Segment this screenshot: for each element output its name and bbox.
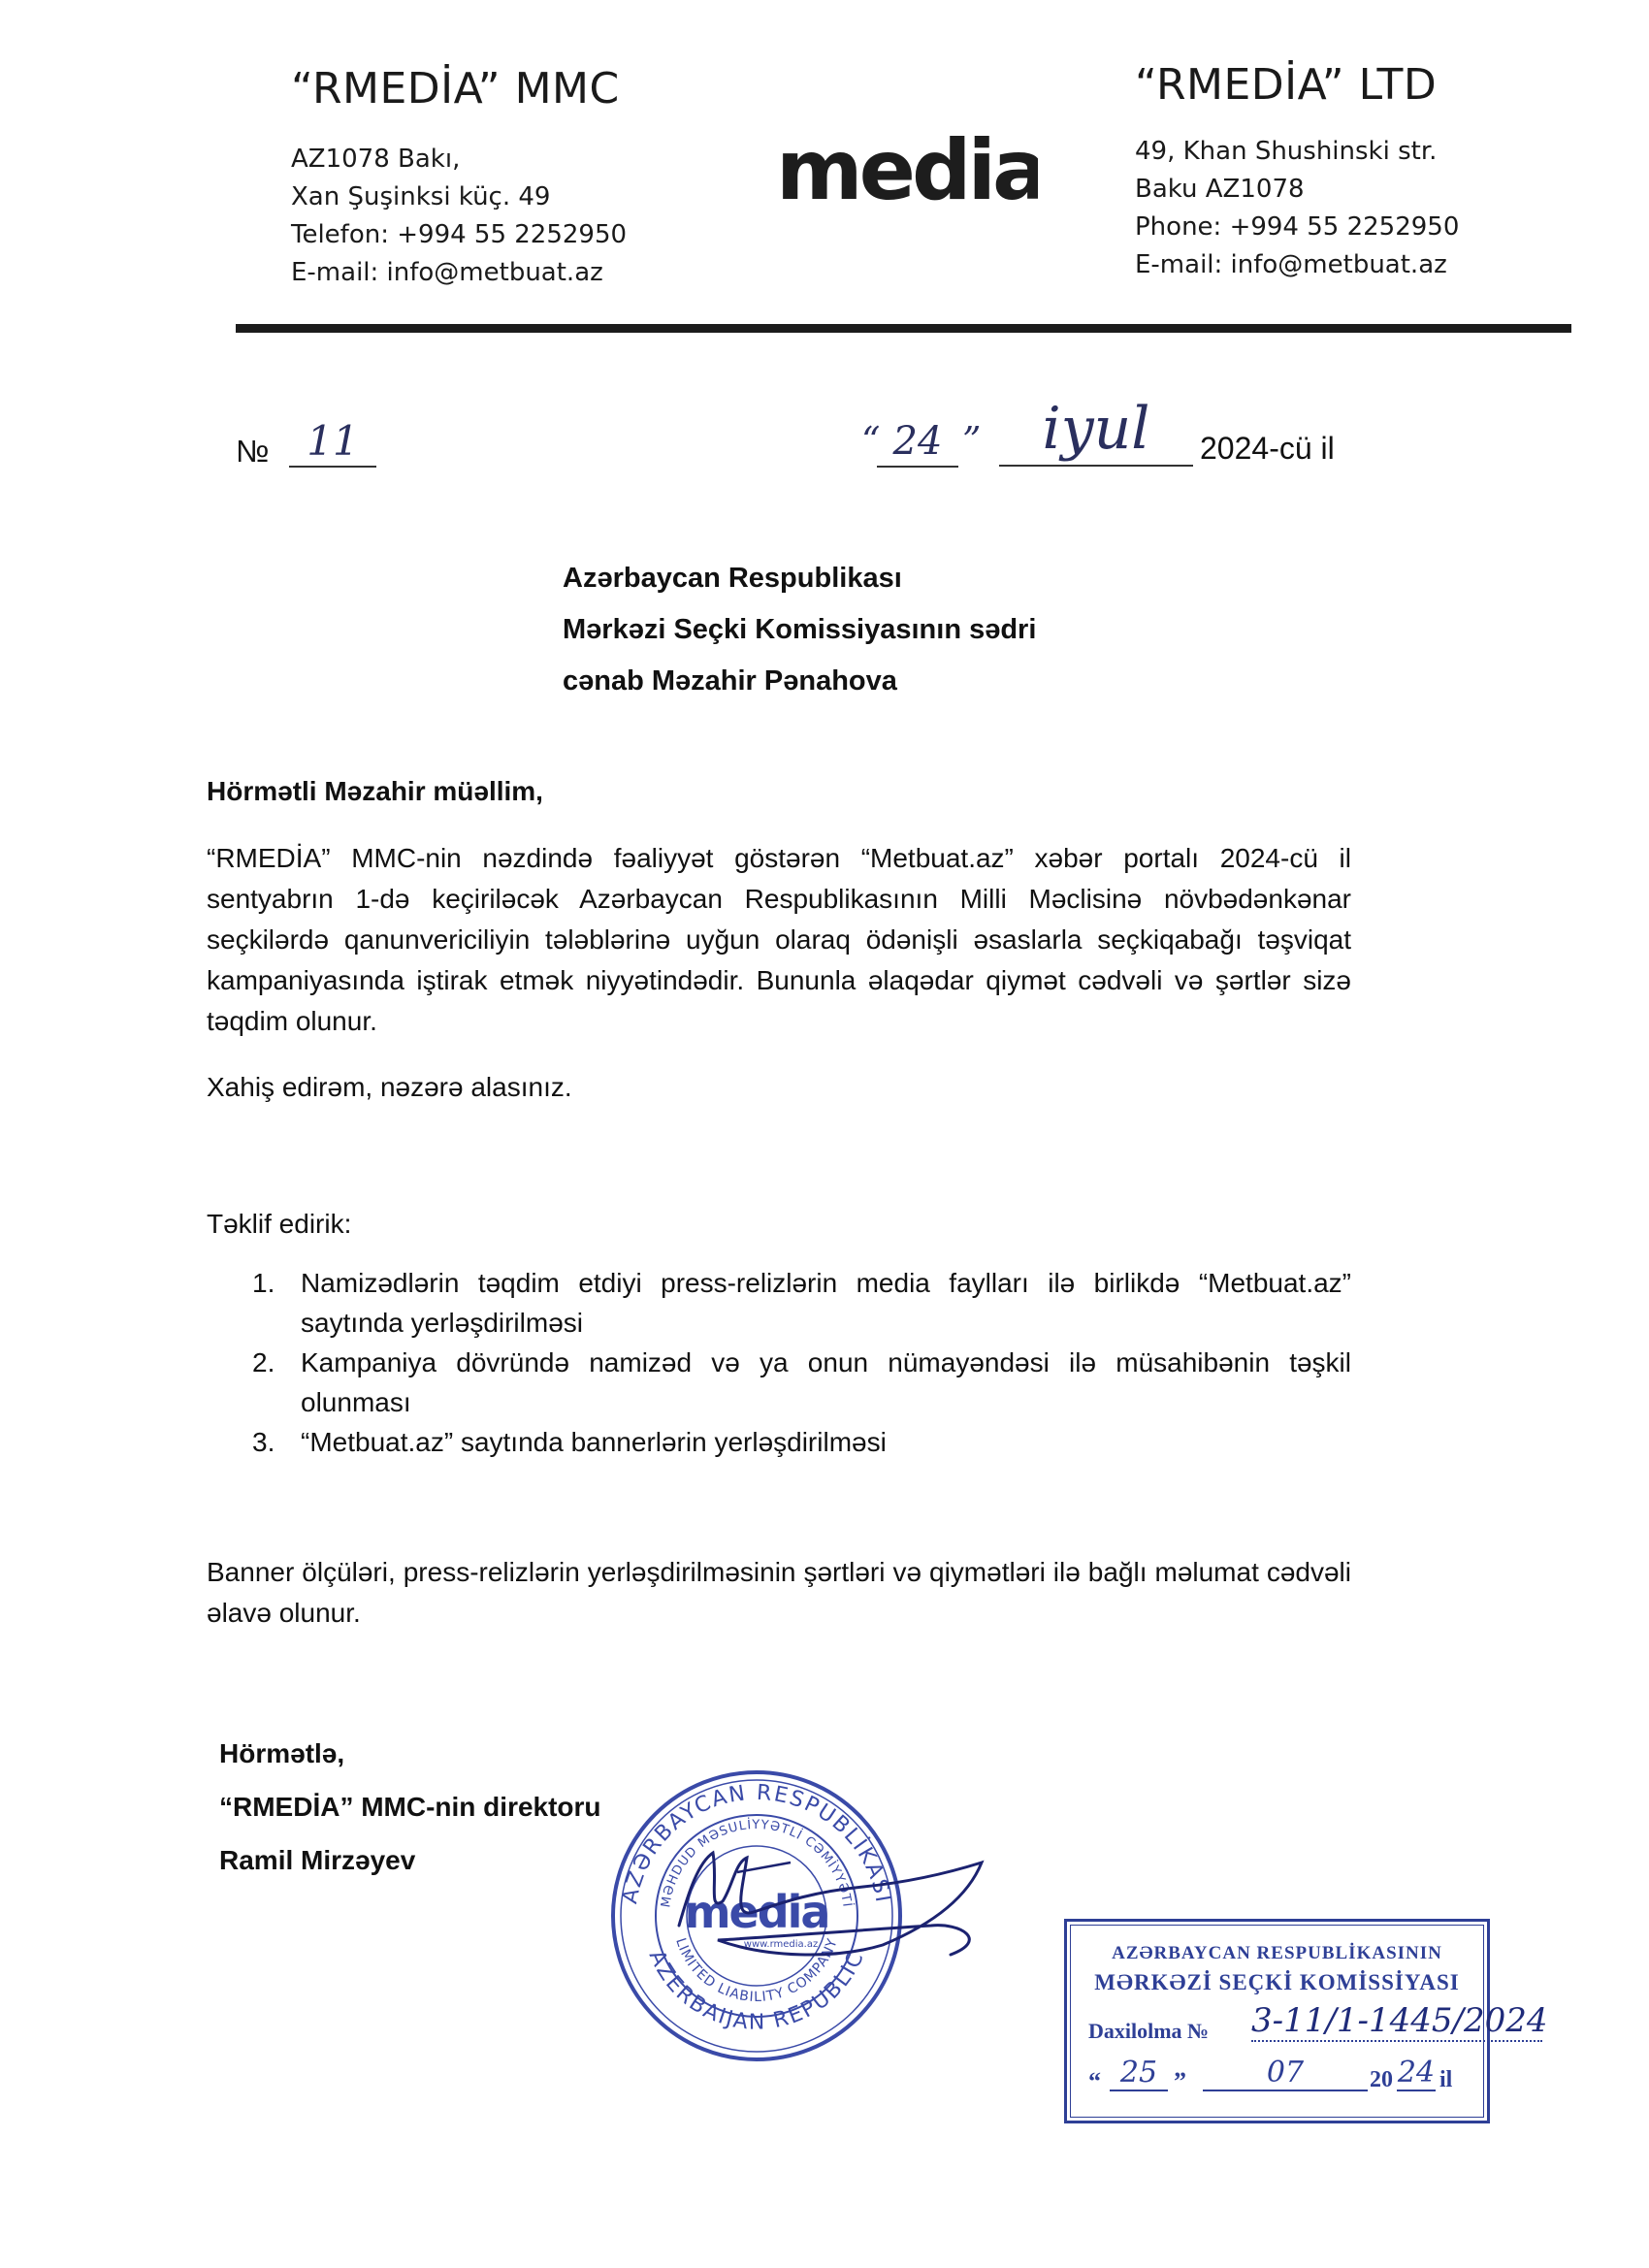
signer-position: “RMEDİA” MMC-nin direktoru [219,1792,601,1822]
closing-regards: Hörmətlə, [219,1738,345,1768]
closing-block [219,1727,601,1887]
addressee-line-3: cənab Məzahir Pənahova [563,665,897,697]
stamp-year-value: 24 [1397,2056,1436,2090]
svg-text:media: media [776,126,1038,213]
address-line-1-en: 49, Khan Shushinski str. [1135,137,1438,166]
letterhead-right [1135,60,1459,284]
address-line-2-en: Baku AZ1078 [1135,175,1305,204]
stamp-line-2: MƏRKƏZİ SEÇKİ KOMİSSİYASI [1094,1970,1460,1994]
signer-name: Ramil Mirzəyev [219,1845,416,1875]
list-item-text: “Metbuat.az” saytında bannerlərin yerləşdirilməsi [301,1427,887,1457]
stamp-day: 25 [1110,2056,1168,2091]
date-quote-open: “ [861,419,881,462]
signature [621,1833,1048,1979]
offer-label: Təklif edirik: [207,1209,352,1239]
stamp-month: 07 [1203,2056,1368,2091]
stamp-year-suffix: il [1439,2067,1453,2092]
list-item-number: 1. [252,1268,275,1298]
list-item-text: Kampaniya dövründə namizəd və ya onun nümayəndəsi ilə müsahibənin təşkil olunması [301,1347,1351,1417]
company-name-en: “RMEDİA” LTD [1135,60,1438,110]
company-name-az: “RMEDİA” MMC [291,64,620,113]
stamp-year-prefix: 20 [1370,2067,1393,2092]
svg-text:MƏHDUD MƏSULİYYƏTLİ CƏMİYYƏTİ: MƏHDUD MƏSULİYYƏTLİ CƏMİYYƏTİ [659,1817,855,1909]
addressee-block [563,553,1036,707]
letterhead-divider [236,324,1571,333]
date-quote-close: ” [962,419,982,462]
addressee-line-2: Mərkəzi Seçki Komissiyasının sədri [563,614,1037,645]
phone-az: Telefon: +994 55 2252950 [291,220,628,249]
salutation: Hörmətli Məzahir müəllim, [207,776,543,806]
registration-stamp [1064,1919,1548,2123]
svg-text:www.rmedia.az: www.rmedia.az [743,1939,819,1950]
svg-text:AZƏRBAYCAN RESPUBLİKASI: AZƏRBAYCAN RESPUBLİKASI [618,1780,895,1906]
stamp-reg-label: Daxilolma № [1088,2019,1210,2043]
list-item [252,1422,1351,1462]
phone-en: Phone: +994 55 2252950 [1135,212,1460,242]
date-day: 24 [877,417,958,468]
stamp-quote-open: “ [1088,2067,1101,2095]
list-item-number: 2. [252,1347,275,1377]
media-logo [776,126,1038,232]
body-paragraph-2: Xahiş edirəm, nəzərə alasınız. [207,1072,572,1102]
number-label: № [236,434,270,469]
address-line-1-az: AZ1078 Bakı, [291,145,461,174]
stamp-line-1: AZƏRBAYCAN RESPUBLİKASININ [1112,1943,1442,1963]
letterhead-left [291,64,627,292]
email-en: E-mail: info@metbuat.az [1135,250,1447,279]
body-paragraph-3: Banner ölçüləri, press-relizlərin yerləşdirilməsinin şərtləri və qiymətləri ilə bağlı məlumat cədvəli əlavə olunur. [207,1557,1351,1628]
media-logo-icon [776,126,1038,213]
date-year: 2024-cü il [1200,431,1335,466]
offer-list [252,1263,1351,1462]
date-month: iyul [999,393,1193,467]
svg-text:AZERBAIJAN REPUBLIC: AZERBAIJAN REPUBLIC [643,1946,870,2035]
address-line-2-az: Xan Şuşinksi küç. 49 [291,182,551,211]
svg-text:LIMITED LIABILITY COMPANY: LIMITED LIABILITY COMPANY [672,1935,841,2005]
list-item [252,1263,1351,1343]
addressee-line-1: Azərbaycan Respublikası [563,563,902,594]
list-item-text: Namizədlərin təqdim etdiyi press-relizlərin media faylları ilə birlikdə “Metbuat.az” saytında yerləşdirilməsi [301,1268,1351,1338]
svg-text:media: media [684,1886,829,1938]
list-item-number: 3. [252,1427,275,1457]
email-az: E-mail: info@metbuat.az [291,258,603,287]
body-paragraph-1: “RMEDİA” MMC-nin nəzdində fəaliyyət göstərən “Metbuat.az” xəbər portalı 2024-cü il sentyabrın 1-də keçiriləcək Azərbaycan Respublikasının Milli Məclisinə növbədənkənar seçkilərdə qanunvericiliyin tələblərinə uyğun olaraq ödənişli əsaslarla seçkiqabağı təşviqat kampaniyasında iştirak etmək niyyətindədir. Bununla əlaqədar qiymət cədvəli və şərtlər sizə təqdim olunur. [207,843,1351,1036]
list-item [252,1343,1351,1422]
number-value: 11 [289,417,376,468]
stamp-reg-number: 3-11/1-1445/2024 [1251,2001,1548,2040]
stamp-quote-close: ” [1174,2067,1186,2095]
